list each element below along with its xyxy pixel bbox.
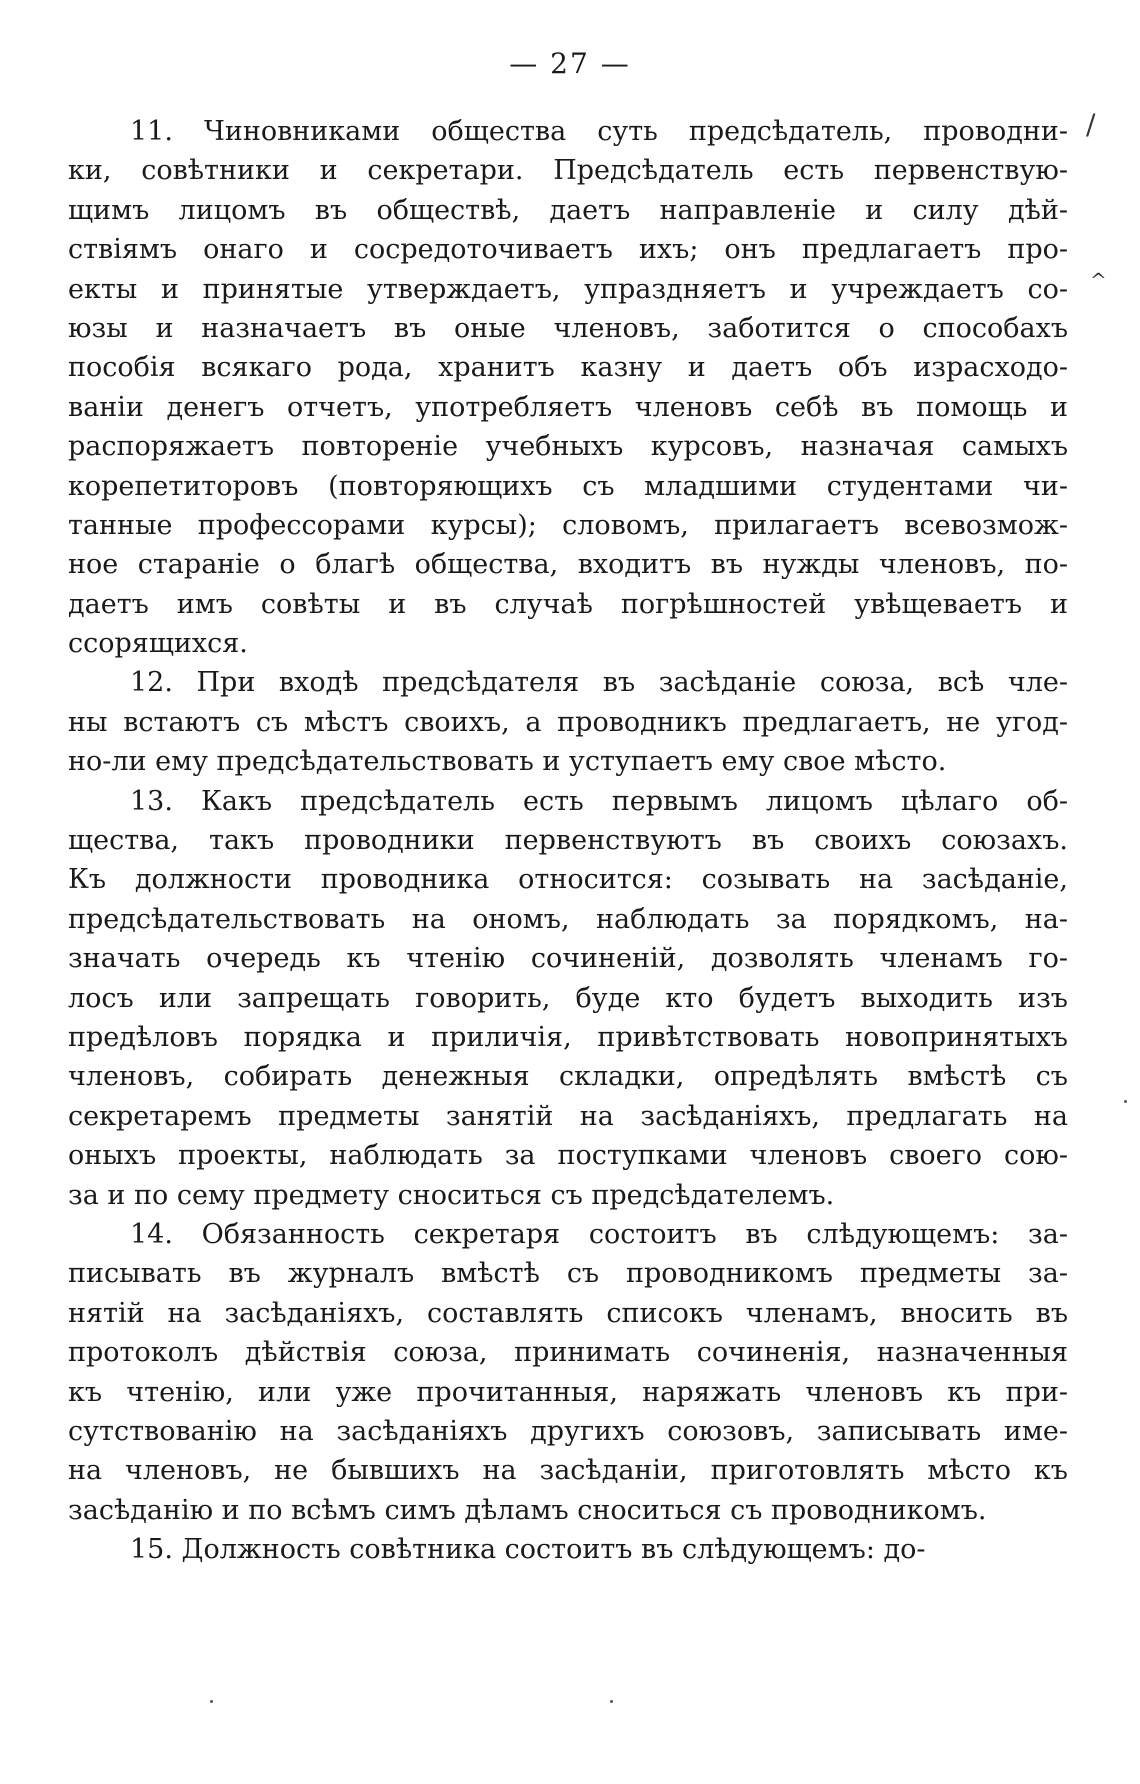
text-line: засѣданію и по всѣмъ симъ дѣламъ сноситься съ проводникомъ. (68, 1494, 987, 1526)
text-line: протоколъ дѣйствія союза, принимать сочиненія, назначенныя (68, 1337, 1068, 1369)
paragraph-4 (68, 1215, 1068, 1530)
text-line: нятій на засѣданіяхъ, составлять списокъ членамъ, вносить въ (68, 1297, 1068, 1329)
page-number: — 27 — (509, 47, 631, 80)
text-line: ки, совѣтники и секретари. Предсѣдатель есть первенствую- (68, 155, 1068, 187)
text-line: распоряжаетъ повтореніе учебныхъ курсовъ, назначая самыхъ (68, 431, 1068, 463)
paper-speck (1124, 1100, 1127, 1103)
text-line: 15. Должность совѣтника состоитъ въ слѣдующемъ: до- (130, 1534, 926, 1566)
text-line: 11. Чиновниками общества суть предсѣдатель, проводни- (130, 116, 1068, 147)
text-line: ны встаютъ съ мѣстъ своихъ, а проводникъ предлагаетъ, не угод- (68, 706, 1068, 738)
text-line: предѣловъ порядка и приличія, привѣтствовать новопринятыхъ (68, 1021, 1068, 1053)
paper-speck (610, 1700, 613, 1703)
paragraph-2 (68, 663, 1068, 781)
text-line: екты и принятые утверждаетъ, упраздняетъ и учреждаетъ со- (68, 273, 1068, 305)
text-line: 13. Какъ предсѣдатель есть первымъ лицомъ цѣлаго об- (130, 785, 1068, 817)
text-line: щества, такъ проводники первенствуютъ въ своихъ союзахъ. (68, 825, 1068, 857)
body-text (68, 112, 1068, 1569)
paragraph-1 (68, 112, 1068, 663)
text-line: сутствованію на засѣданіяхъ другихъ союзовъ, записывать име- (68, 1415, 1068, 1447)
text-line: 12. При входѣ предсѣдателя въ засѣданіе союза, всѣ чле- (130, 667, 1068, 699)
text-line: ное стараніе о благѣ общества, входитъ въ нужды членовъ, по- (68, 549, 1068, 581)
text-line: значать очередь къ чтенію сочиненій, дозволять членамъ го- (68, 943, 1068, 975)
paper-speck (210, 1700, 213, 1703)
margin-slash-mark: / (1086, 108, 1096, 141)
text-line: 14. Обязанность секретаря состоитъ въ слѣдующемъ: за- (130, 1218, 1068, 1250)
text-line: писывать въ журналъ вмѣстѣ съ проводникомъ предметы за- (68, 1258, 1068, 1290)
text-line: къ чтенію, или уже прочитанныя, наряжать членовъ къ при- (68, 1376, 1068, 1408)
text-line: секретаремъ предметы занятій на засѣданіяхъ, предлагать на (68, 1100, 1068, 1132)
text-line: на членовъ, не бывшихъ на засѣданіи, приготовлять мѣсто къ (68, 1455, 1068, 1487)
text-line: корепетиторовъ (повторяющихъ съ младшими студентами чи- (68, 470, 1068, 502)
text-line: но-ли ему предсѣдательствовать и уступаетъ ему свое мѣсто. (68, 746, 947, 778)
text-line: даетъ имъ совѣты и въ случаѣ погрѣшностей увѣщеваетъ и (68, 588, 1068, 620)
text-line: членовъ, собирать денежныя складки, опредѣлять вмѣстѣ съ (68, 1061, 1068, 1093)
text-line: за и по сему предмету сноситься съ предсѣдателемъ. (68, 1179, 835, 1211)
paragraph-3 (68, 782, 1068, 1215)
text-line: танные профессорами курсы); словомъ, прилагаетъ всевозмож- (68, 509, 1068, 541)
text-line: ссорящихся. (68, 628, 248, 660)
text-line: лосъ или запрещать говорить, буде кто будетъ выходить изъ (68, 982, 1068, 1014)
margin-caret-mark: ^ (1090, 268, 1107, 292)
text-line: пособія всякаго рода, хранитъ казну и даетъ объ израсходо- (68, 352, 1068, 384)
paragraph-5 (68, 1530, 1068, 1569)
text-line: юзы и назначаетъ въ оные членовъ, заботится о способахъ (68, 312, 1068, 344)
text-line: предсѣдательствовать на ономъ, наблюдать за порядкомъ, на- (68, 903, 1068, 935)
text-line: оныхъ проекты, наблюдать за поступками членовъ своего сою- (68, 1140, 1068, 1172)
text-line: Къ должности проводника относится: созывать на засѣданіе, (68, 864, 1068, 896)
text-line: щимъ лицомъ въ обществѣ, даетъ направленіе и силу дѣй- (68, 194, 1068, 226)
text-line: ваніи денегъ отчетъ, употребляетъ членовъ себѣ въ помощь и (68, 391, 1068, 423)
text-line: ствіямъ онаго и сосредоточиваетъ ихъ; онъ предлагаетъ про- (68, 234, 1068, 266)
